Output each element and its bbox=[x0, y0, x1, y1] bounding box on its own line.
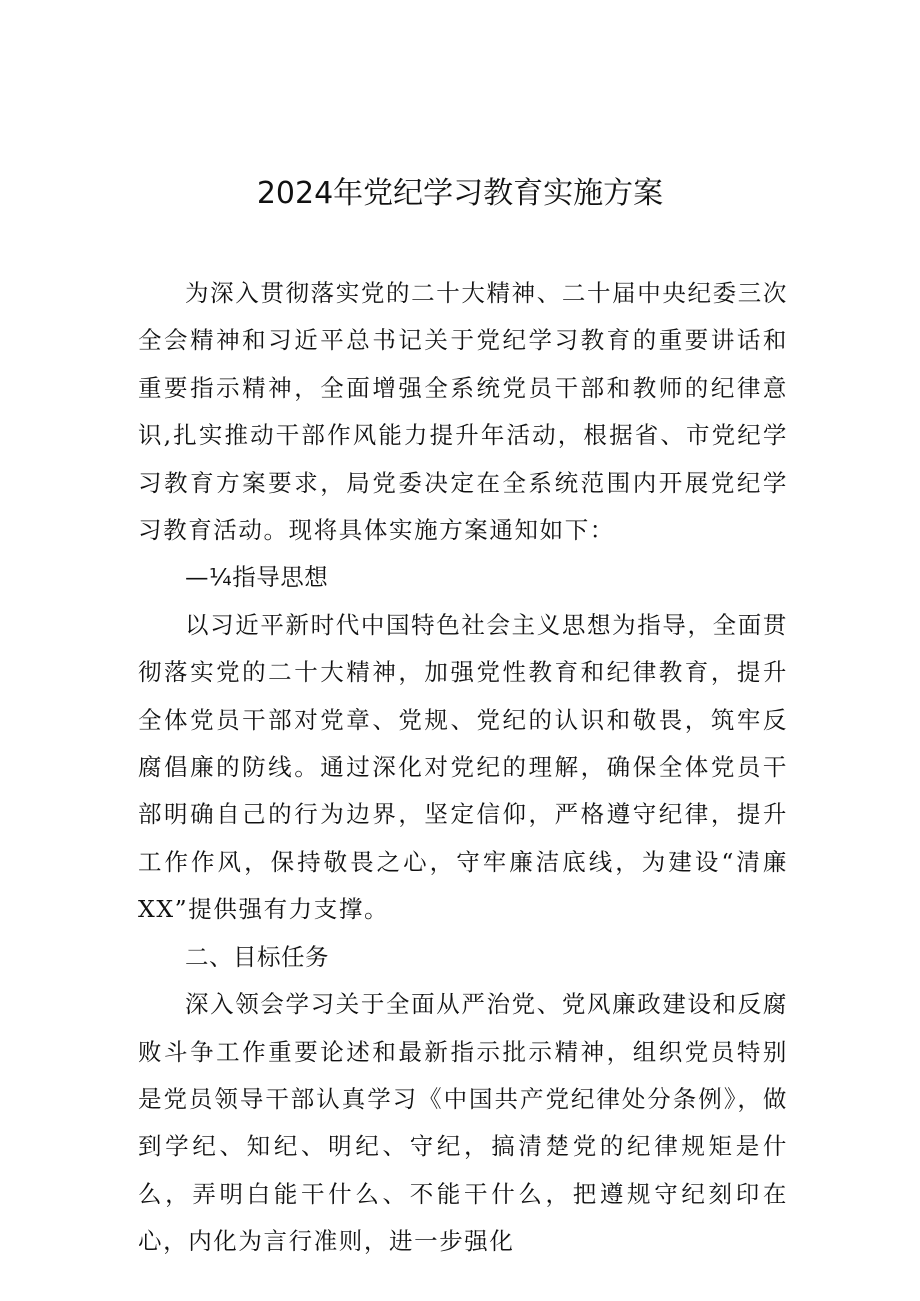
section-heading-goals-tasks: 二、目标任务 bbox=[185, 942, 329, 971]
document-body bbox=[138, 270, 788, 1266]
document-title: 2024年党纪学习教育实施方案 bbox=[256, 176, 664, 211]
section-heading-guiding-ideology: —¼指导思想 bbox=[185, 563, 329, 592]
guiding-ideology-paragraph: 以习近平新时代中国特色社会主义思想为指导，全面贯彻落实党的二十大精神，加强党性教育和纪律教育，提升全体党员干部对党章、党规、党纪的认识和敬畏，筑牢反腐倡廉的防线。通过深化对党纪的理解，确保全体党员干部明确自己的行为边界，坚定信仰，严格遵守纪律，提升工作作风，保持敬畏之心，守牢廉洁底线，为建设“清廉XX”提供强有力支撑。 bbox=[138, 610, 788, 924]
intro-paragraph: 为深入贯彻落实党的二十大精神、二十届中央纪委三次全会精神和习近平总书记关于党纪学习教育的重要讲话和重要指示精神，全面增强全系统党员干部和教师的纪律意识,扎实推动干部作风能力提升年活动，根据省、市党纪学习教育方案要求，局党委决定在全系统范围内开展党纪学习教育活动。现将具体实施方案通知如下： bbox=[138, 279, 788, 545]
goals-tasks-paragraph: 深入领会学习关于全面从严治党、党风廉政建设和反腐败斗争工作重要论述和最新指示批示精神，组织党员特别是党员领导干部认真学习《中国共产党纪律处分条例》，做到学纪、知纪、明纪、守纪，搞清楚党的纪律规矩是什么，弄明白能干什么、不能干什么，把遵规守纪刻印在心，内化为言行准则，进一步强化 bbox=[138, 990, 788, 1256]
